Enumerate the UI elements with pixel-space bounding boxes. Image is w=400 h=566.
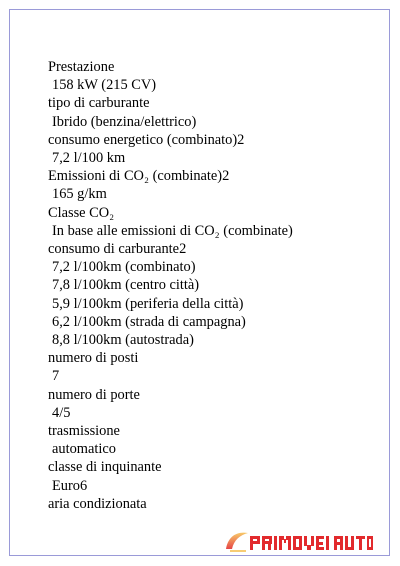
spec-value-fuel-city: 7,8 l/100km (centro città) — [52, 277, 200, 294]
spec-label-energy-consumption: consumo energetico (combinato)2 — [48, 131, 245, 148]
spec-value-co2-emissions: 165 g/km — [52, 186, 107, 203]
spec-value-fuel-country-road: 6,2 l/100km (strada di campagna) — [52, 313, 246, 330]
dealer-logo-watermark — [222, 527, 374, 555]
spec-label-fuel-consumption: consumo di carburante2 — [48, 241, 187, 258]
spec-value-energy-consumption: 7,2 l/100 km — [52, 150, 126, 167]
spec-value-fuel-combined: 7,2 l/100km (combinato) — [52, 259, 196, 276]
spec-value-co2-class: In base alle emissioni di CO₂ (combinate) — [52, 222, 293, 239]
spec-label-performance: Prestazione — [48, 59, 115, 75]
spec-value-fuel-type: Ibrido (benzina/elettrico) — [52, 113, 197, 130]
spec-value-fuel-highway: 8,8 l/100km (autostrada) — [52, 332, 194, 349]
spec-label-co2-class: Classe CO₂ — [48, 204, 115, 221]
spec-label-emission-class: classe di inquinante — [48, 459, 162, 476]
spec-value-fuel-suburban: 5,9 l/100km (periferia della città) — [52, 295, 244, 312]
spec-label-doors: numero di porte — [48, 386, 140, 403]
spec-value-emission-class: Euro6 — [52, 477, 88, 494]
spec-label-seats: numero di posti — [48, 350, 139, 367]
spec-label-transmission: trasmissione — [48, 423, 120, 440]
dealer-logo-graphic — [222, 527, 374, 555]
spec-label-co2-emissions: Emissioni di CO₂ (combinate)2 — [48, 168, 230, 185]
spec-value-doors: 4/5 — [52, 404, 71, 421]
spec-list — [48, 58, 293, 513]
spec-label-air-conditioning: aria condizionata — [48, 495, 147, 512]
spec-value-seats: 7 — [52, 368, 60, 385]
spec-value-performance: 158 kW (215 CV) — [52, 77, 157, 94]
document-page — [9, 9, 390, 556]
spec-label-fuel-type: tipo di carburante — [48, 95, 150, 112]
spec-value-transmission: automatico — [52, 441, 116, 458]
